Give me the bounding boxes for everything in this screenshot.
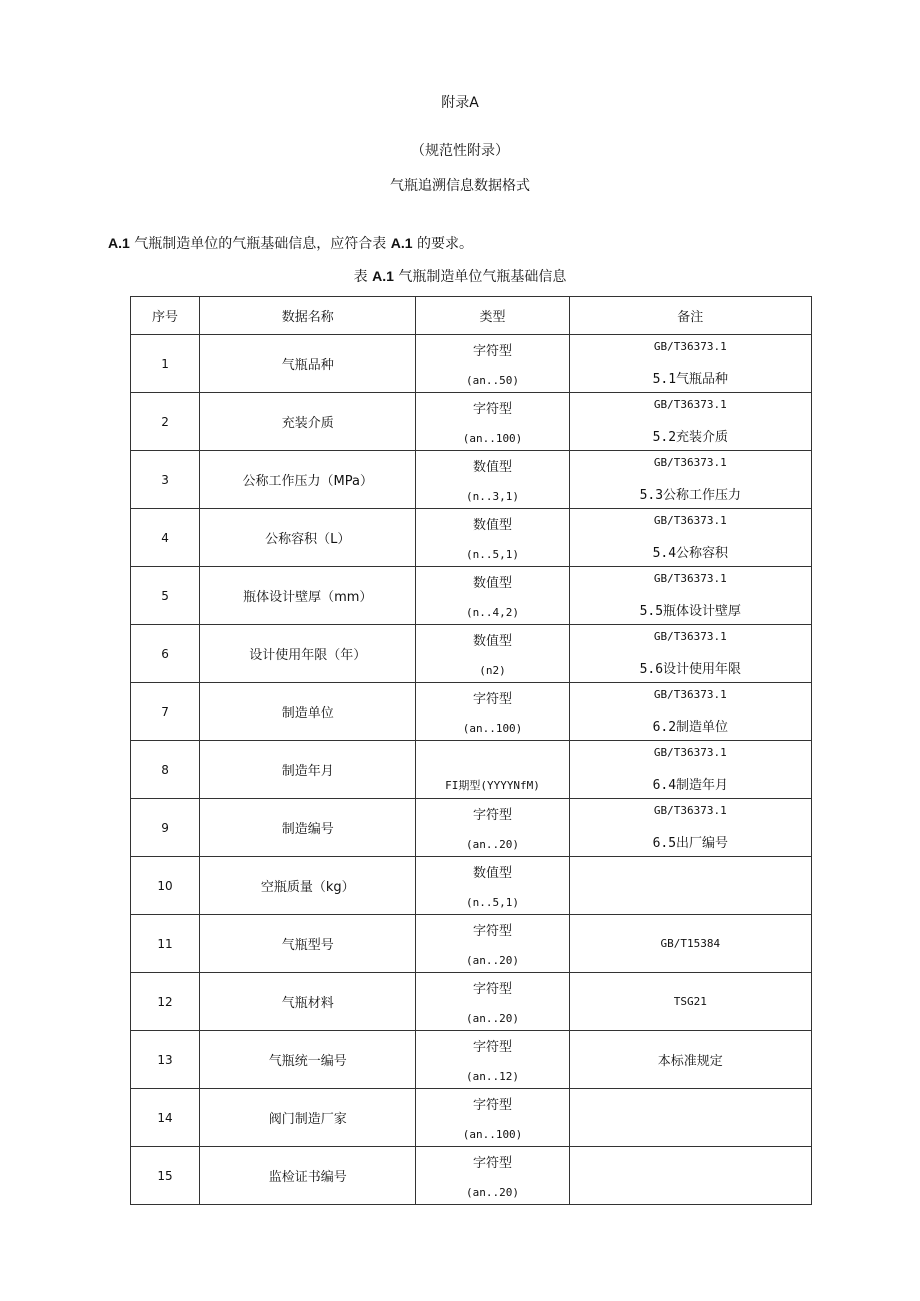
note-standard: GB/T36373.1 [653, 572, 727, 585]
cell-data-name: 气瓶型号 [200, 915, 416, 973]
table-row [131, 509, 812, 567]
note-standard: GB/T36373.1 [653, 398, 727, 411]
cell-no: 8 [131, 741, 200, 799]
note-clause: 5.4公称容积 [652, 546, 729, 561]
cell-no: 11 [131, 915, 200, 973]
table-row [131, 741, 812, 799]
note-standard: GB/T36373.1 [653, 456, 727, 469]
type-label: 数值型 [473, 576, 513, 591]
table-row [131, 915, 812, 973]
table-row [131, 1089, 812, 1147]
table-row [131, 625, 812, 683]
cell-data-name: 阀门制造厂家 [200, 1089, 416, 1147]
header-note: 备注 [569, 297, 811, 335]
type-format: (an..50) [466, 374, 519, 387]
table-row [131, 1031, 812, 1089]
cell-data-name: 充装介质 [200, 393, 416, 451]
cell-note [569, 799, 811, 857]
cell-note [569, 857, 811, 915]
table-body [131, 335, 812, 1205]
note-clause: 6.4制造年月 [652, 778, 729, 793]
cylinder-info-table [130, 296, 812, 1205]
cell-note [569, 393, 811, 451]
note-clause: 6.2制造单位 [652, 720, 729, 735]
table-row [131, 683, 812, 741]
cell-type [416, 857, 569, 915]
type-format: (an..100) [462, 432, 523, 445]
type-label: 字符型 [473, 402, 513, 417]
cell-type [416, 625, 569, 683]
table-row [131, 567, 812, 625]
cell-type [416, 335, 569, 393]
type-label: 数值型 [473, 634, 513, 649]
cell-data-name: 设计使用年限（年） [200, 625, 416, 683]
note-clause: 5.6设计使用年限 [639, 662, 742, 677]
type-format: (an..100) [462, 722, 523, 735]
type-label: 字符型 [473, 692, 513, 707]
cell-note [569, 567, 811, 625]
cell-no: 5 [131, 567, 200, 625]
cell-type [416, 567, 569, 625]
table-row [131, 451, 812, 509]
header-type: 类型 [416, 297, 569, 335]
type-label: 字符型 [473, 1098, 513, 1113]
cell-type [416, 1089, 569, 1147]
cell-no: 10 [131, 857, 200, 915]
cell-note: TSG21 [569, 973, 811, 1031]
cell-no: 6 [131, 625, 200, 683]
cell-no: 7 [131, 683, 200, 741]
cell-no: 9 [131, 799, 200, 857]
table-header-row [131, 297, 812, 335]
cell-no: 3 [131, 451, 200, 509]
cell-data-name: 制造年月 [200, 741, 416, 799]
cell-no: 12 [131, 973, 200, 1031]
type-format: (n..5,1) [466, 896, 519, 909]
type-label: 字符型 [473, 1156, 513, 1171]
cell-note: GB/T15384 [569, 915, 811, 973]
type-format: (an..20) [466, 838, 519, 851]
cell-no: 1 [131, 335, 200, 393]
cell-data-name: 公称容积（L） [200, 509, 416, 567]
cell-data-name: 空瓶质量（kg） [200, 857, 416, 915]
cell-data-name: 制造单位 [200, 683, 416, 741]
header-no: 序号 [131, 297, 200, 335]
note-standard: GB/T36373.1 [653, 804, 727, 817]
table-row [131, 799, 812, 857]
intro-label: A.1 [108, 235, 130, 251]
cell-type [416, 741, 569, 799]
normative-note: （规范性附录） [411, 143, 509, 159]
type-format: (n..4,2) [466, 606, 519, 619]
type-label: 字符型 [473, 344, 513, 359]
note-standard: GB/T36373.1 [653, 688, 727, 701]
type-format: (an..20) [466, 1186, 519, 1199]
type-label: 字符型 [473, 1040, 513, 1055]
format-title: 气瓶追溯信息数据格式 [390, 178, 530, 194]
note-standard: GB/T36373.1 [653, 514, 727, 527]
type-format: (an..12) [466, 1070, 519, 1083]
cell-data-name: 监检证书编号 [200, 1147, 416, 1205]
note-standard: GB/T36373.1 [653, 746, 727, 759]
cell-data-name: 气瓶品种 [200, 335, 416, 393]
note-clause: 5.3公称工作压力 [639, 488, 742, 503]
type-label: 数值型 [473, 518, 513, 533]
type-format: (n2) [479, 664, 506, 677]
cell-no: 15 [131, 1147, 200, 1205]
table-row [131, 335, 812, 393]
cell-note: 本标准规定 [569, 1031, 811, 1089]
type-format: (n..3,1) [466, 490, 519, 503]
caption-label: A.1 [372, 268, 394, 284]
table-row [131, 1147, 812, 1205]
cell-type [416, 1147, 569, 1205]
note-clause: 5.5瓶体设计壁厚 [639, 604, 742, 619]
table-row [131, 973, 812, 1031]
cell-note [569, 1089, 811, 1147]
cell-type [416, 451, 569, 509]
cell-no: 13 [131, 1031, 200, 1089]
caption-text: 气瓶制造单位气瓶基础信息 [398, 269, 567, 285]
type-format: (an..20) [466, 954, 519, 967]
cell-no: 14 [131, 1089, 200, 1147]
header-name: 数据名称 [200, 297, 416, 335]
type-label: 字符型 [473, 808, 513, 823]
type-format: (n..5,1) [466, 548, 519, 561]
type-label: 字符型 [473, 982, 513, 997]
appendix-title: 附录A [441, 95, 479, 111]
cell-data-name: 制造编号 [200, 799, 416, 857]
cell-note [569, 335, 811, 393]
cell-data-name: 气瓶材料 [200, 973, 416, 1031]
cell-data-name: 气瓶统一编号 [200, 1031, 416, 1089]
cell-note [569, 451, 811, 509]
cell-data-name: 公称工作压力（MPa） [200, 451, 416, 509]
intro-text-before: 气瓶制造单位的气瓶基础信息，应符合表 [134, 236, 387, 252]
cell-data-name: 瓶体设计壁厚（mm） [200, 567, 416, 625]
caption-prefix: 表 [353, 269, 368, 285]
type-format: (an..100) [462, 1128, 523, 1141]
table-caption [0, 266, 920, 286]
note-clause: 6.5出厂编号 [652, 836, 729, 851]
cell-type [416, 915, 569, 973]
type-label: 数值型 [473, 460, 513, 475]
type-format: FI期型(YYYYNfM) [445, 779, 540, 792]
cell-note [569, 683, 811, 741]
table-row [131, 857, 812, 915]
table-row [131, 393, 812, 451]
cell-note [569, 625, 811, 683]
cell-note [569, 1147, 811, 1205]
cell-type [416, 509, 569, 567]
cell-no: 2 [131, 393, 200, 451]
cell-type [416, 1031, 569, 1089]
note-clause: 5.1气瓶品种 [652, 372, 729, 387]
cell-type [416, 973, 569, 1031]
cell-type [416, 393, 569, 451]
cell-type [416, 799, 569, 857]
type-label: 数值型 [473, 866, 513, 881]
type-format: (an..20) [466, 1012, 519, 1025]
note-clause: 5.2充装介质 [652, 430, 729, 445]
cell-no: 4 [131, 509, 200, 567]
intro-text-after: 的要求。 [416, 236, 473, 252]
intro-paragraph [108, 233, 473, 253]
note-standard: GB/T36373.1 [653, 340, 727, 353]
type-label: 字符型 [473, 924, 513, 939]
cell-type [416, 683, 569, 741]
intro-ref: A.1 [390, 235, 413, 251]
note-standard: GB/T36373.1 [653, 630, 727, 643]
cell-note [569, 741, 811, 799]
cell-note [569, 509, 811, 567]
